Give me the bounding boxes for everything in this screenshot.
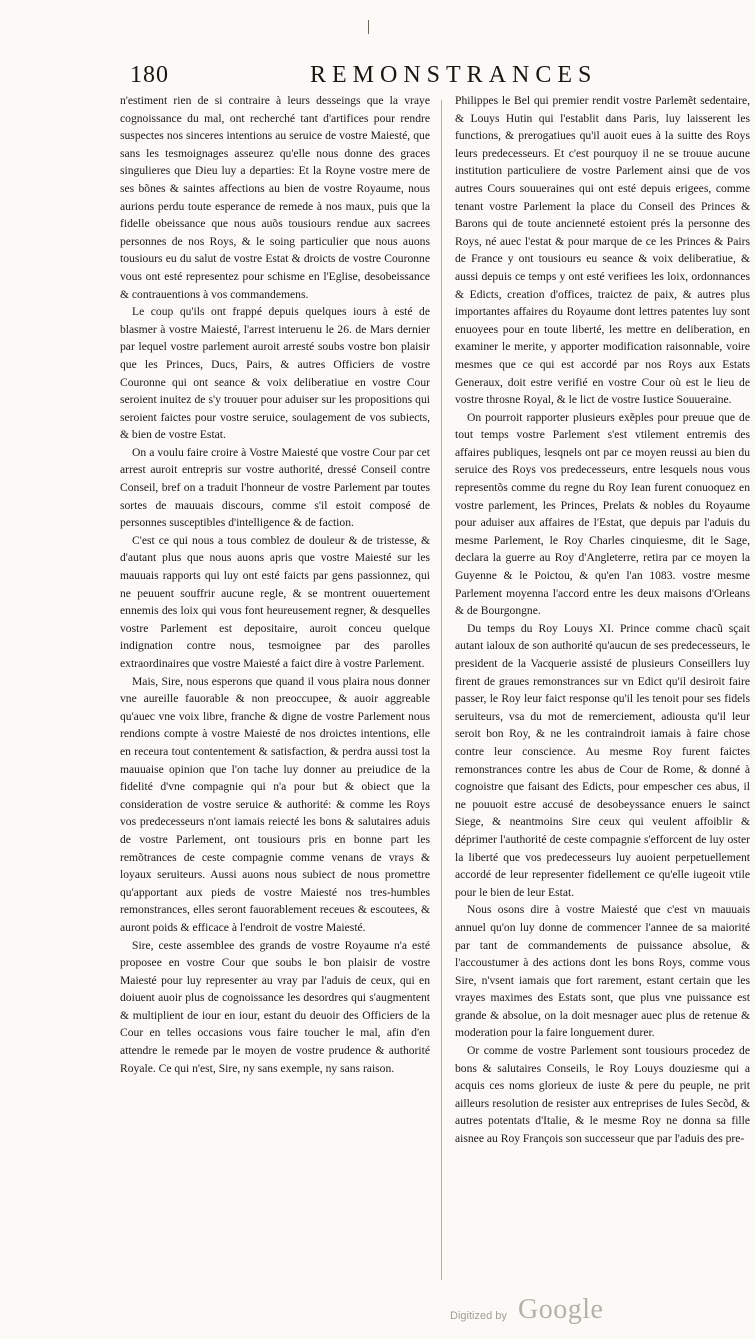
paragraph: Nous osons dire à vostre Maiesté que c'est vn mauuais annuel qu'on luy donne de commencer l'annee de sa maiorité par tant de commandements de puissance absolue, & l'accoustumer à des actions dont les bons Roys, comme vous Sire, n'vsent iamais que fort rarement, estant certain que les vrayes maximes des Estats sont, que plus vne puissance est grande & absolue, on la doit mesnager auec plus de retenue & moderation pour la faire longuement durer. <box>455 903 750 1040</box>
paragraph: Le coup qu'ils ont frappé depuis quelques iours à esté de blasmer à vostre Maiesté, l'arrest interuenu le 26. de Mars dernier par lequel vostre parlement auroit arresté soubs vostre bon plaisir que les Princes, Ducs, Pairs, & autres Officiers de vostre Couronne qui ont seance & voix deliberatiue en vostre Cour seroient inuitez de s'y trouuer pour aduiser sur les propositions qui seroient faictes pour vostre seruice, soulagement de vos subiects, & bien de vostre Estat. <box>120 305 430 442</box>
paragraph: Or comme de vostre Parlement sont tousiours procedez de bons & salutaires Conseils, le Roy Louys douziesme qui a acquis ces noms glorieux de iuste & pere du peuple, ne prit ailleurs resolution de resister aux entreprises de Iules Secõd, & autres potentats d'Italie, & le mesme Roy ne donna sa fille aisnee au Roy François son successeur que par l'aduis des pre- <box>455 1044 750 1146</box>
paragraph: Du temps du Roy Louys XI. Prince comme chacũ sçait autant ialoux de son authorité qu'aucun de ses predecesseurs, le president de la Vacquerie assisté de plusieurs Conseillers luy firent de graues remonstrances sur vn Edict qu'il desiroit faire passer, le Roy leur faict response qu'il les tenoit pour ses fidels seruiteurs, vsa du mot de remerciement, adiousta qu'il leur seroit bon Roy, & ne les contraindroit iamais à faire chose contre leur conscience. Au mesme Roy furent faictes remonstrances contre les abus de Cour de Rome, & donné à cognoistre que faisant des Edicts, pour empescher ces abus, il ne pouuoit estre accusé de desobeyssance enuers le sainct Siege, & neantmoins Sire ceux qui veulent affoiblir & déprimer l'authorité de ceste compagnie s'efforcent de luy oster la liberté que vos predecesseurs luy auoient perpetuellement accordé de leur representer fidellement ce qu'elle iugeoit vtile pour le bien de leur Estat. <box>455 621 750 899</box>
paragraph: Mais, Sire, nous esperons que quand il vous plaira nous donner vne aureille fauorable & non preoccupee, & auoir aggreable qu'auec vne voix libre, franche & digne de vostre Parlement nous rendions compte à vostre Maiesté de nos droictes intentions, elle en receura tout contentement & satisfaction, & perdra aussi tost la mauuaise opinion que l'on tache luy donner au preiudice de la fidelité d'vne compagnie qui n'a pour but & obiect que la consideration de vostre seruice & authorité: & comme les Roys vos predecesseurs n'ont iamais reiecté les bons & salutaires aduis de vostre Parlement, ont tousiours pris en bonne part les remõtrances de ceste compagnie comme venans de vrays & loyaux seruiteurs. Aussi auons nous subiect de nous promettre qu'apportant aux pieds de vostre Maiesté nos tres-humbles remonstrances, elles seront fauorablement receues & escoutees, & auront poids & efficace à l'endroit de vostre Maiesté. <box>120 674 430 934</box>
watermark-label: Digitized by <box>450 1310 507 1322</box>
paragraph: Sire, ceste assemblee des grands de vostre Royaume n'a esté proposee en vostre Cour que soubs le bon plaisir de vostre Maiesté pour luy representer au vray par l'aduis de ceux, qui en doiuent auoir plus de cognoissance les desordres qui s'augmentent & multiplient de iour en iour, estant du deuoir des Officiers de la Cour en telles occasions vous faire toucher le mal, afin d'en attendre le remede par le moyen de vostre prudence & authorité Royale. Ce qui n'est, Sire, ny sans exemple, ny sans raison. <box>120 938 430 1075</box>
page-number: 180 <box>130 62 169 88</box>
column-divider <box>441 100 442 1280</box>
right-column <box>455 92 750 1287</box>
paragraph: n'estiment rien de si contraire à leurs desseings que la vraye cognoissance du mal, ont recherché tant d'artifices pour rendre suspectes nos sinceres intentions au seruice de vostre Maiesté, que sans les tesmoignages asseurez qu'elle nous donne des graces singulieres que Dieu luy a departies: Et la Royne vostre mere de ses bõnes & saintes affections au bien de vostre Royaume, nous aurions perdu toute esperance de remede à nos maux, puis que la fidelle obeissance que nous auõs tousiours rendue aux sacrees personnes de nos Roys, & le soing particulier que nous auons tousiours eu du salut de vostre Estat & droicts de vostre Couronne vous ont esté representez pour schisme en l'Eglise, desobeissance & contrauentions à vos commandemens. <box>120 94 430 301</box>
digitization-watermark <box>450 1294 620 1334</box>
left-column <box>120 92 430 1287</box>
running-title: REMONSTRANCES <box>310 62 598 88</box>
paragraph: On pourroit rapporter plusieurs exẽples pour preuue que de tout temps vostre Parlement s'est vtilement entremis des affaires publiques, lesqnels ont par ce moyen reussi au bien du seruice des Roys vos predecesseurs, entre lesquels nous vous representõs comme du regne du Roy Iean furent conuoquez en vostre parlement, les Princes, Prelats & nobles du Royaume pour aduiser aux affaires de l'Estat, que depuis par l'aduis du mesme Parlement, le Roy Charles cinquiesme, dit le Sage, declara la guerre au Roy d'Angleterre, retira par ce moyen la Guyenne & le Poictou, & qu'en l'an 1083. vostre mesme Parlement moyenna l'accord entre les deux maisons d'Orleans & de Bourgongne. <box>455 410 750 618</box>
page-header <box>130 60 600 94</box>
margin-mark <box>368 20 369 34</box>
paragraph: Philippes le Bel qui premier rendit vostre Parlemẽt sedentaire, & Louys Hutin qui l'establit dans Paris, luy laisserent les functions, & prerogatiues qu'il auoit eues à la suitte des Roys leurs predecesseurs. Et c'est pourquoy il ne se trouue aucune institution particuliere de vostre Parlement ainsi que de vos autres Cours souueraines qui ont esté depuis erigees, comme tenant vostre Parlement la place du Conseil des Princes & Barons qui de toute ancienneté estoient prés la personne des Roys, né auec l'estat & pour marque de ce les Princes & Pairs de France y ont tousiours eu seance & voix deliberatiue, & aussi depuis ce temps y ont esté verifiees les loix, ordonnances & Edicts, creation d'offices, traictez de paix, & autres plus importantes affaires du Royaume dont lettres patentes luy sont enuoyees pour en toute liberté, les mettre en deliberation, en examiner le merite, y apporter modification raisonnable, voire mesmes que ce qui est accordé par nos Roys aux Estats Generaux, doit estre verifié en vostre Cour où est le lieu de vostre throsne Royal, & le lict de vostre Iustice Souueraine. <box>455 94 750 407</box>
text-columns <box>120 92 750 1287</box>
paragraph: On a voulu faire croire à Vostre Maiesté que vostre Cour par cet arrest auroit entrepris sur vostre authorité, dressé Conseil contre Conseil, bref on a traduit l'honneur de vostre Parlement par toutes sortes de mauuais discours, comme s'il estoit composé de personnes susceptibles d'intelligence & de faction. <box>120 445 430 530</box>
paragraph: C'est ce qui nous a tous comblez de douleur & de tristesse, & d'autant plus que nous auons apris que vostre Maiesté sur les mauuais rapports qui luy ont esté faicts par gens passionnez, qui ne peuuent souffrir aucune regle, & se montrent ouuertement ennemis des loix qui vous font heureusement regner, & desquelles vostre Parlement est depositaire, auroit conceu quelque indignation contre nous, tesmoignee par des parolles extraordinaires que vostre Maiesté a faict dire à vostre Parlement. <box>120 533 430 670</box>
google-logo: Google <box>518 1294 604 1325</box>
